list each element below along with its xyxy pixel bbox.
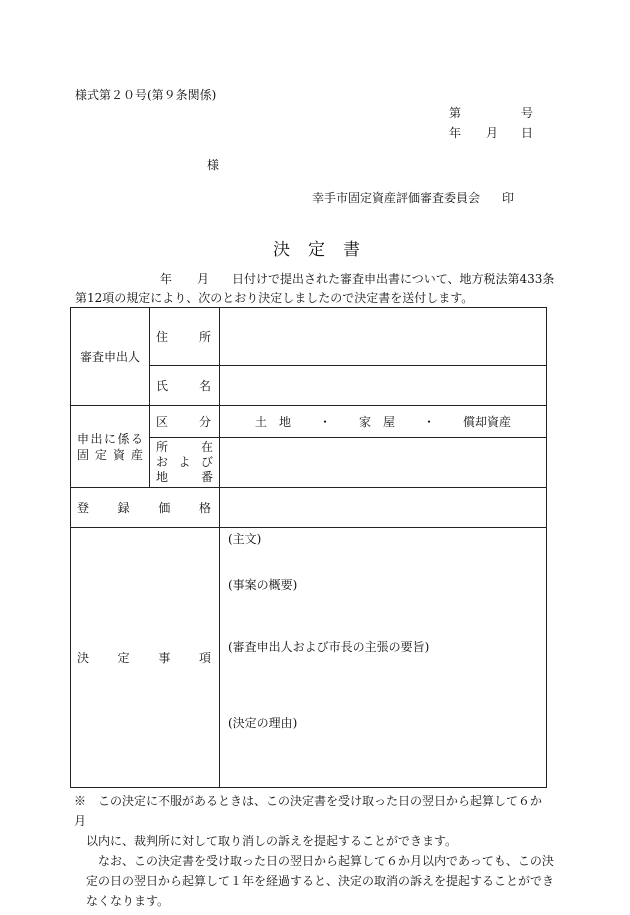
location-label-cell xyxy=(150,438,220,488)
value-label-cell: 登 録 価 格 xyxy=(71,488,220,528)
category-building[interactable]: 家 屋 xyxy=(358,415,395,429)
category-options xyxy=(220,413,546,430)
date-month: 月 xyxy=(486,126,499,140)
intro-line1: 日付けで提出された審査申出書について、地方税法第433条 xyxy=(232,272,555,286)
address-label-2: 所 xyxy=(198,330,211,344)
category-land[interactable]: 土 地 xyxy=(254,415,291,429)
category-separator: ・ xyxy=(423,415,436,429)
decision-form-table xyxy=(70,307,547,788)
category-separator: ・ xyxy=(318,415,331,429)
form-number: 様式第２０号(第９条関係) xyxy=(75,88,217,102)
name-field[interactable] xyxy=(220,366,547,406)
section-reasons: (決定の理由) xyxy=(228,716,298,730)
section-claims-summary: (審査申出人および市長の主張の要旨) xyxy=(228,640,430,654)
addressee-suffix: 様 xyxy=(207,158,220,172)
location-label-line1: 所 在 xyxy=(156,440,213,454)
intro-month: 月 xyxy=(197,272,210,286)
category-field[interactable] xyxy=(220,406,547,438)
notes-line3: なお、この決定書を受け取った日の翌日から起算して６か月以内であっても、この決 xyxy=(98,854,554,868)
notes-block xyxy=(74,791,554,911)
category-label-2: 分 xyxy=(198,415,211,429)
doc-no-suffix: 号 xyxy=(521,106,534,120)
document-title: 決定書 xyxy=(273,240,378,260)
notes-line5: なくなります。 xyxy=(86,894,170,908)
date-day: 日 xyxy=(521,126,534,140)
note-mark: ※ xyxy=(74,794,87,808)
location-label-line3: 地 番 xyxy=(156,470,213,484)
category-depreciable[interactable]: 償却資産 xyxy=(463,415,512,429)
notes-line4: 定の日の翌日から起算して１年を経過すると、決定の取消の訴えを提起することができ xyxy=(86,874,555,888)
category-label-cell xyxy=(150,406,220,438)
address-field[interactable] xyxy=(220,308,547,366)
issuer-name: 幸手市固定資産評価審査委員会 xyxy=(312,191,481,205)
notes-line2: 以内に、裁判所に対して取り消しの訴えを提起することができます。 xyxy=(86,834,458,848)
location-label-line2: お よ び xyxy=(156,455,213,469)
applicant-label: 審査申出人 xyxy=(79,350,140,364)
asset-label-cell xyxy=(71,406,150,488)
decision-label-cell: 決 定 事 項 xyxy=(71,528,220,788)
applicant-label-cell xyxy=(71,308,150,406)
registered-value-field[interactable] xyxy=(220,488,547,528)
asset-label-line2: 固 定 資 産 xyxy=(77,447,143,462)
intro-line2: 第12項の規定により、次のとおり決定しましたので決定書を送付します。 xyxy=(75,291,474,305)
name-label-cell xyxy=(150,366,220,406)
name-label-1: 氏 xyxy=(156,379,169,393)
address-label-1: 住 xyxy=(156,330,169,344)
notes-line1: ※ この決定に不服があるときは、この決定書を受け取った日の翌日から起算して６か月 xyxy=(74,794,543,828)
category-label-1: 区 xyxy=(156,415,169,429)
doc-no-prefix: 第 xyxy=(449,106,462,120)
location-field[interactable] xyxy=(220,438,547,488)
decision-field[interactable] xyxy=(220,528,547,788)
seal-mark: 印 xyxy=(502,191,515,205)
asset-label-line1: 申 出 に 係 る xyxy=(77,431,143,446)
intro-year: 年 xyxy=(160,272,173,286)
date-year: 年 xyxy=(449,126,462,140)
address-label-cell xyxy=(150,308,220,366)
section-case-summary: (事案の概要) xyxy=(228,578,298,592)
section-main-text: (主文) xyxy=(228,532,262,546)
name-label-2: 名 xyxy=(198,379,211,393)
